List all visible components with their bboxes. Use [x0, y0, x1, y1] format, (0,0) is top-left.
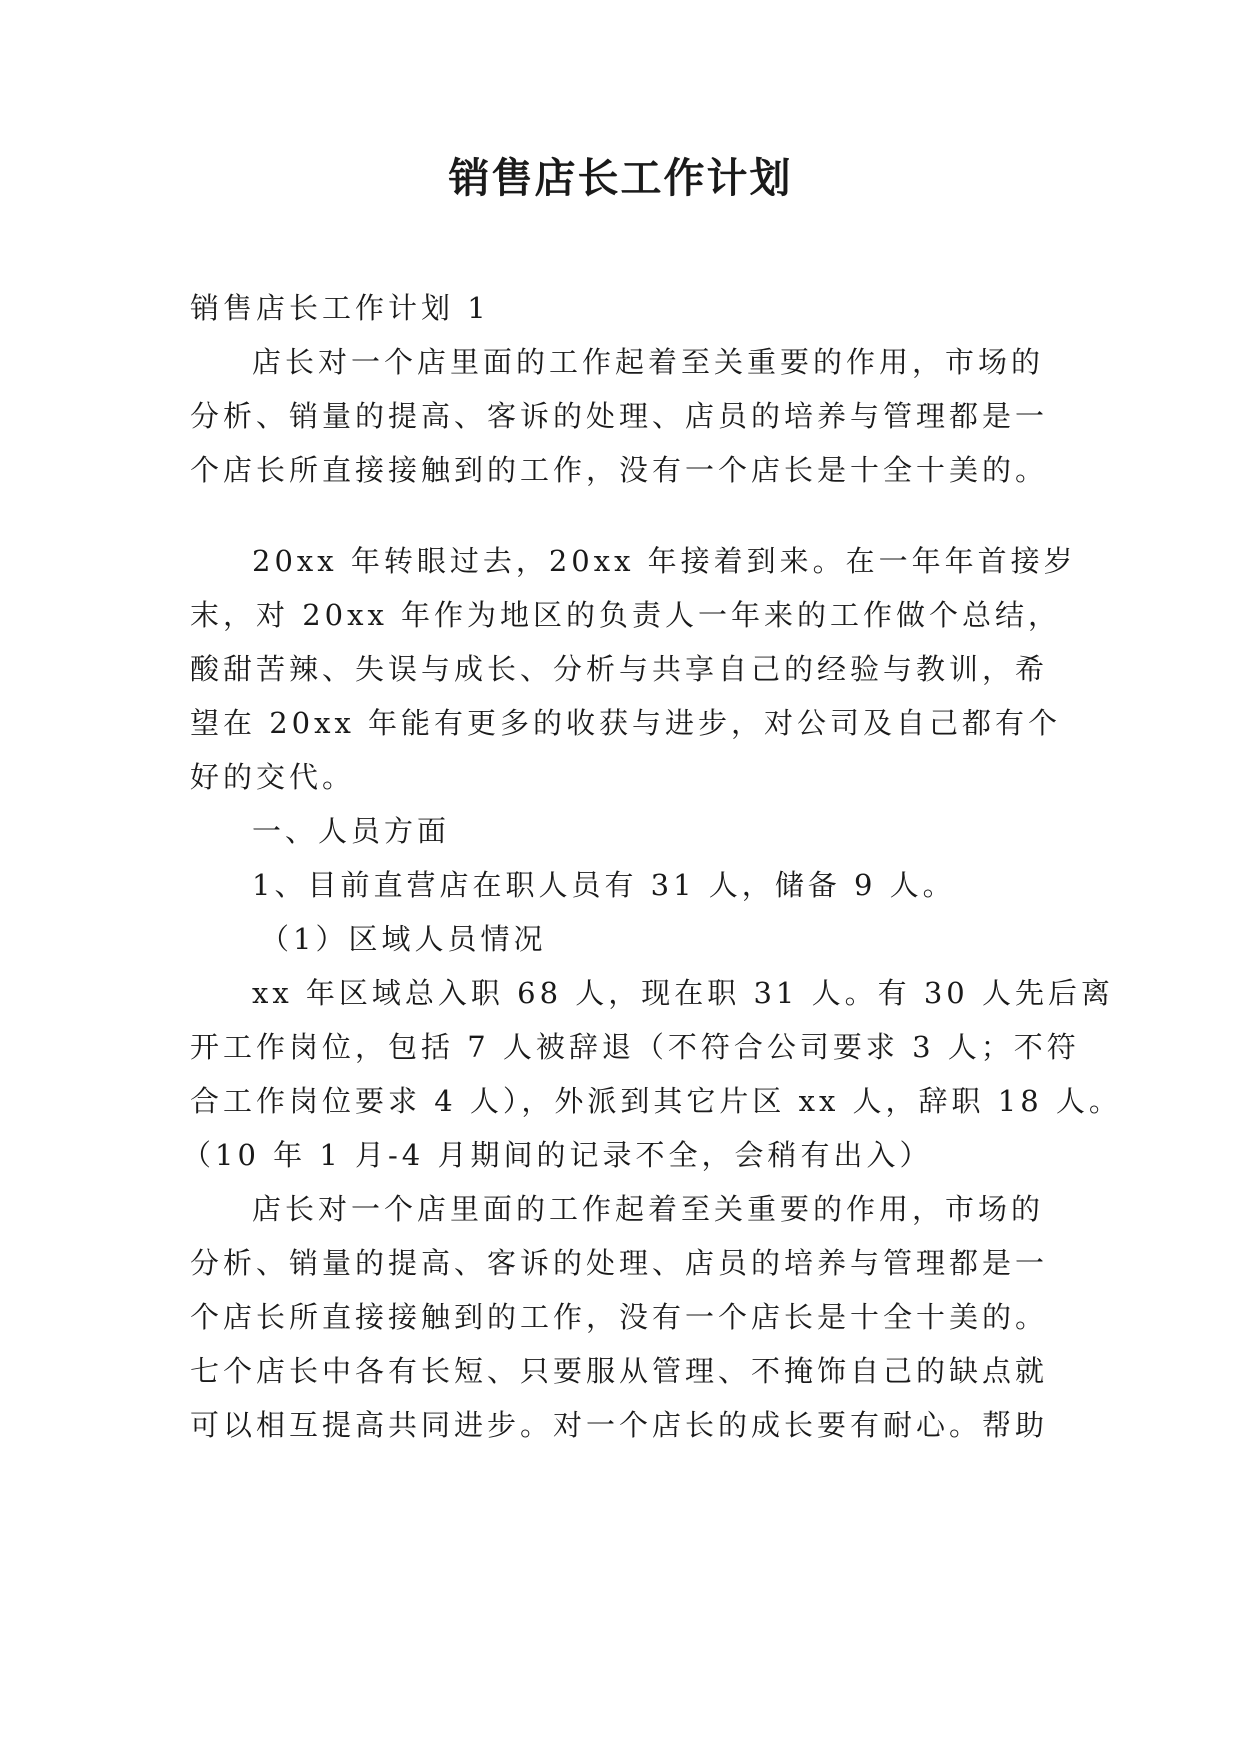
paragraph-line: 个店长所直接接触到的工作，没有一个店长是十全十美的。: [190, 1300, 1049, 1334]
subheading-personnel: 一、人员方面: [252, 814, 451, 848]
paragraph-line: （10 年 1 月-4 月期间的记录不全，会稍有出入）: [182, 1138, 933, 1172]
paragraph-line: 好的交代。: [190, 760, 356, 794]
paragraph-line: 1、目前直营店在职人员有 31 人，储备 9 人。: [252, 868, 956, 902]
paragraph-line: 七个店长中各有长短、只要服从管理、不掩饰自己的缺点就: [190, 1354, 1049, 1388]
paragraph-line: 合工作岗位要求 4 人），外派到其它片区 xx 人，辞职 18 人。: [190, 1084, 1122, 1118]
subheading-regional-staff: （1）区域人员情况: [260, 922, 547, 956]
paragraph-line: 开工作岗位，包括 7 人被辞退（不符合公司要求 3 人；不符: [190, 1030, 1080, 1064]
paragraph-line: 店长对一个店里面的工作起着至关重要的作用，市场的: [252, 1192, 1045, 1226]
paragraph-line: 末，对 20xx 年作为地区的负责人一年来的工作做个总结，: [190, 598, 1062, 632]
section-heading: 销售店长工作计划 1: [190, 291, 490, 325]
paragraph-line: 个店长所直接接触到的工作，没有一个店长是十全十美的。: [190, 453, 1049, 487]
paragraph-line: 分析、销量的提高、客诉的处理、店员的培养与管理都是一: [190, 1246, 1049, 1280]
document-title: 销售店长工作计划: [448, 154, 793, 202]
paragraph-line: xx 年区域总入职 68 人，现在职 31 人。有 30 人先后离: [252, 976, 1114, 1010]
paragraph-line: 店长对一个店里面的工作起着至关重要的作用，市场的: [252, 345, 1045, 379]
paragraph-line: 可以相互提高共同进步。对一个店长的成长要有耐心。帮助: [190, 1408, 1049, 1442]
paragraph-line: 望在 20xx 年能有更多的收获与进步，对公司及自己都有个: [190, 706, 1062, 740]
paragraph-line: 分析、销量的提高、客诉的处理、店员的培养与管理都是一: [190, 399, 1049, 433]
paragraph-line: 酸甜苦辣、失误与成长、分析与共享自己的经验与教训，希: [190, 652, 1049, 686]
paragraph-line: 20xx 年转眼过去，20xx 年接着到来。在一年年首接岁: [252, 544, 1077, 578]
